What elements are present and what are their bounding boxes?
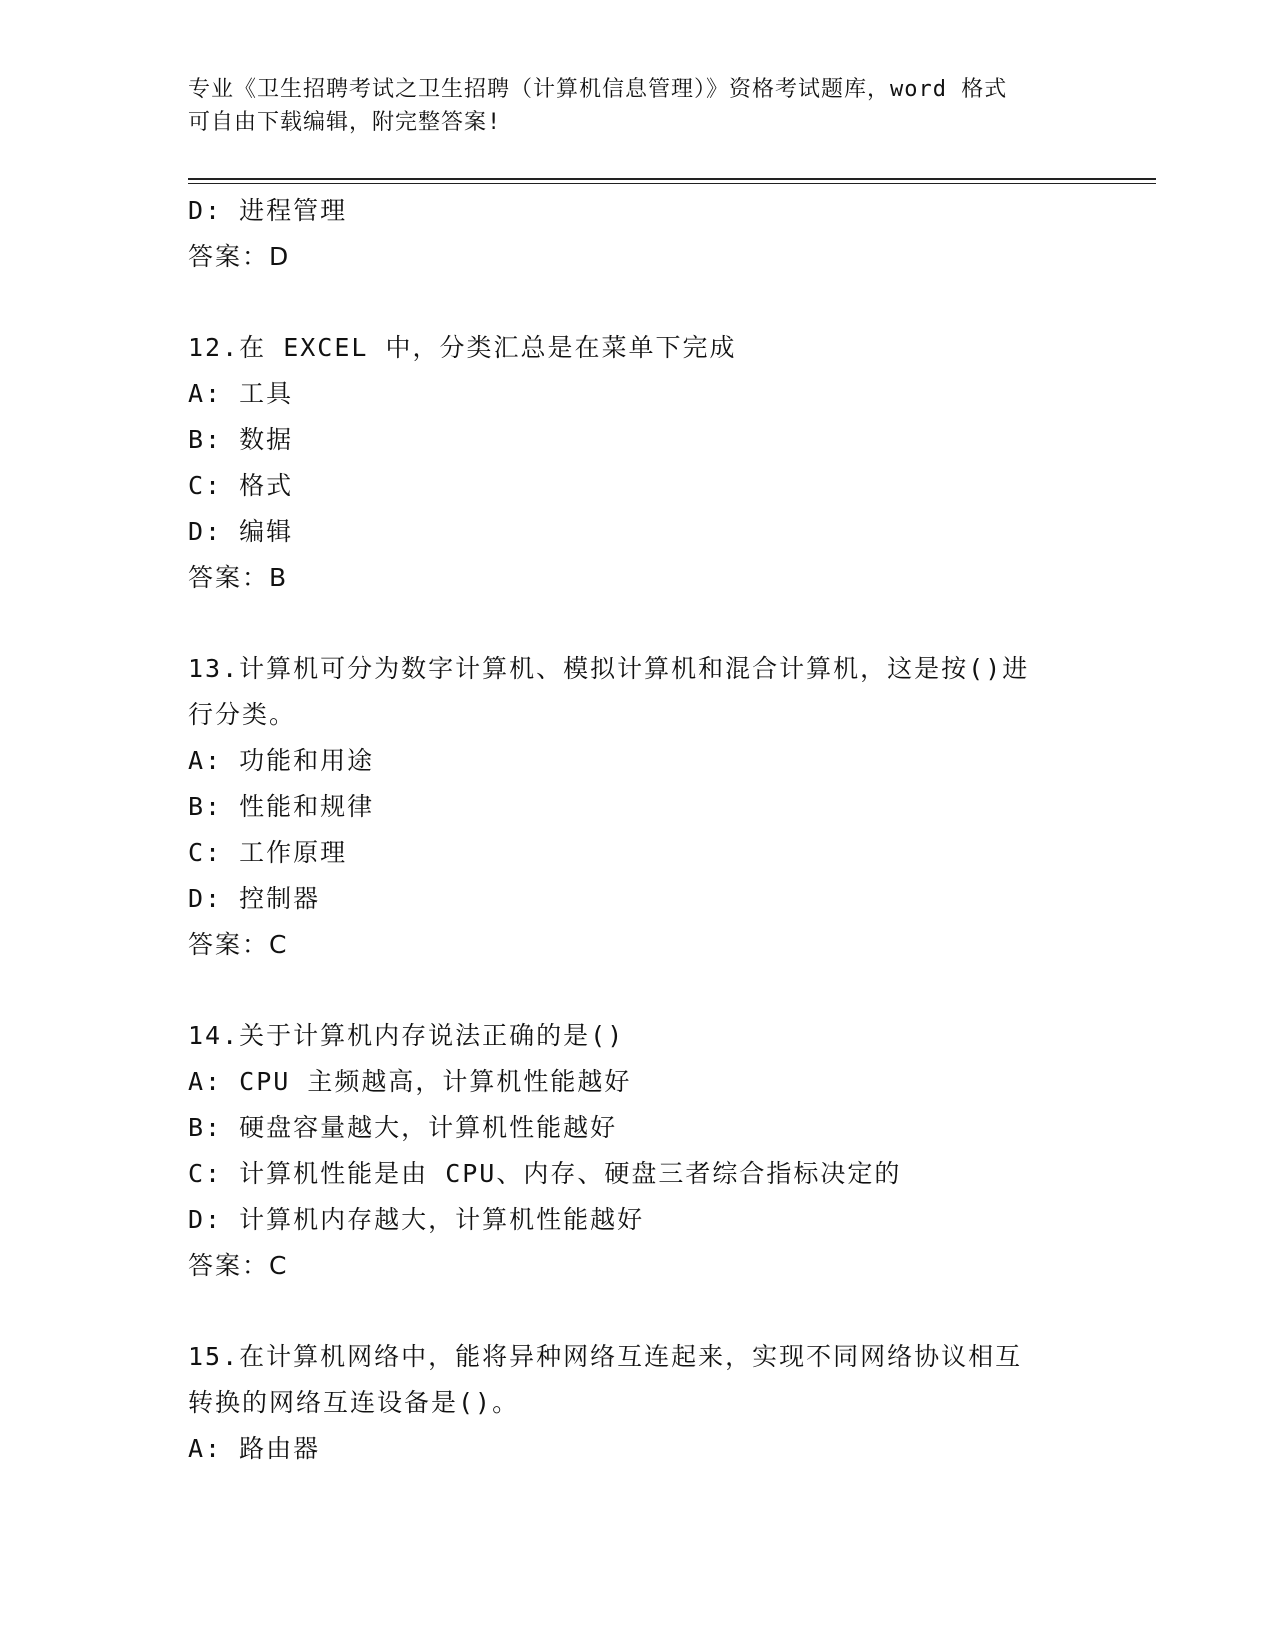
header-title-line-1: 专业《卫生招聘考试之卫生招聘（计算机信息管理）》资格考试题库，word 格式 bbox=[188, 77, 1008, 102]
header-divider-thick bbox=[188, 178, 1156, 180]
option-d: D: 进程管理 bbox=[188, 196, 348, 225]
option-d: D: 控制器 bbox=[188, 884, 321, 913]
document-header bbox=[188, 73, 1068, 139]
header-divider-thin bbox=[188, 183, 1156, 184]
question-15 bbox=[188, 1334, 1088, 1472]
question-text-line-1: 13.计算机可分为数字计算机、模拟计算机和混合计算机，这是按()进 bbox=[188, 654, 1030, 683]
option-c: C: 计算机性能是由 CPU、内存、硬盘三者综合指标决定的 bbox=[188, 1159, 902, 1188]
question-list bbox=[188, 188, 1088, 1472]
header-title-line-2: 可自由下载编辑，附完整答案! bbox=[188, 110, 502, 135]
option-b: B: 数据 bbox=[188, 425, 294, 454]
option-d: D: 计算机内存越大，计算机性能越好 bbox=[188, 1205, 645, 1234]
option-c: C: 格式 bbox=[188, 471, 294, 500]
option-a: A: 功能和用途 bbox=[188, 746, 375, 775]
previous-question-tail bbox=[188, 188, 1088, 280]
answer-line: 答案：D bbox=[188, 242, 291, 271]
question-12 bbox=[188, 325, 1088, 601]
option-d: D: 编辑 bbox=[188, 517, 294, 546]
spacer bbox=[188, 601, 1088, 646]
question-text: 14.关于计算机内存说法正确的是() bbox=[188, 1021, 625, 1050]
question-13 bbox=[188, 646, 1088, 968]
answer-line: 答案：B bbox=[188, 563, 289, 592]
spacer bbox=[188, 968, 1088, 1013]
option-b: B: 硬盘容量越大，计算机性能越好 bbox=[188, 1113, 618, 1142]
question-text-line-2: 转换的网络互连设备是()。 bbox=[188, 1388, 520, 1417]
answer-line: 答案：C bbox=[188, 930, 289, 959]
question-14 bbox=[188, 1013, 1088, 1289]
option-a: A: 路由器 bbox=[188, 1434, 321, 1463]
question-text-line-1: 15.在计算机网络中，能将异种网络互连起来，实现不同网络协议相互 bbox=[188, 1342, 1023, 1371]
option-a: A: 工具 bbox=[188, 379, 294, 408]
question-text: 12.在 EXCEL 中，分类汇总是在菜单下完成 bbox=[188, 333, 737, 362]
answer-line: 答案：C bbox=[188, 1251, 289, 1280]
spacer bbox=[188, 1289, 1088, 1334]
option-c: C: 工作原理 bbox=[188, 838, 348, 867]
question-text-line-2: 行分类。 bbox=[188, 700, 297, 729]
option-b: B: 性能和规律 bbox=[188, 792, 375, 821]
option-a: A: CPU 主频越高，计算机性能越好 bbox=[188, 1067, 632, 1096]
spacer bbox=[188, 280, 1088, 325]
